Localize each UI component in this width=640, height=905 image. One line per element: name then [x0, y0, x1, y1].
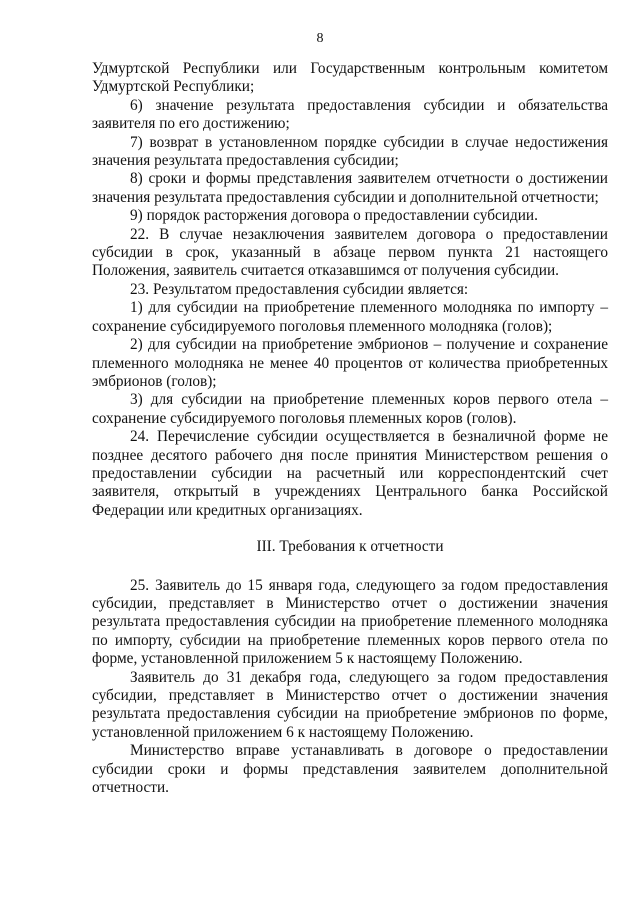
section-heading: III. Требования к отчетности	[256, 538, 444, 556]
paragraph-25: 25. Заявитель до 15 января года, следующего за годом предоставления субсидии, представляет в Министерство отчет о достижении значения результата предоставления субсидии на приобретение племенного молодняка по импорту, субсидии на приобретение племенных коров первого отела по форме, установленной приложением 5 к настоящему Положению.	[92, 576, 608, 668]
paragraph-24: 24. Перечисление субсидии осуществляется в безналичной форме не позднее десятого рабочего дня после принятия Министерством решения о предоставлении субсидии на расчетный или корреспондентский счет заявителя, открытый в учреждениях Центрального банка Российской Федерации или кредитных организациях.	[92, 428, 608, 519]
document-body	[92, 60, 608, 797]
list-item-9: 9) порядок расторжения договора о предоставлении субсидии.	[130, 207, 538, 225]
result-item-1: 1) для субсидии на приобретение племенного молодняка по импорту – сохранение субсидируемого поголовья племенного молодняка (голов);	[92, 299, 608, 335]
paragraph-additional-reporting: Министерство вправе устанавливать в договоре о предоставлении субсидии сроки и формы представления заявителем дополнительной отчетности.	[92, 742, 608, 797]
result-item-3: 3) для субсидии на приобретение племенных коров первого отела – сохранение субсидируемого поголовья племенных коров (голов).	[92, 391, 608, 427]
result-item-2: 2) для субсидии на приобретение эмбрионов – получение и сохранение племенного молодняка не менее 40 процентов от количества приобретенных эмбрионов (голов);	[92, 336, 608, 390]
list-item-8: 8) сроки и формы представления заявителем отчетности о достижении значения результата предоставления субсидии и дополнительной отчетности;	[92, 170, 608, 206]
page-number: 8	[316, 31, 324, 46]
paragraph-25-reporting-embryos: Заявитель до 31 декабря года, следующего за годом предоставления субсидии, представляет в Министерство отчет о достижении значения результата предоставления субсидии на приобретение эмбрионов по форме, установленной приложением 6 к настоящему Положению.	[92, 668, 608, 741]
paragraph-22: 22. В случае незаключения заявителем договора о предоставлении субсидии в срок, указанный в абзаце первом пункта 21 настоящего Положения, заявитель считается отказавшимся от получения субсидии.	[92, 225, 608, 280]
list-item-7: 7) возврат в установленном порядке субсидии в случае недостижения значения результата предоставления субсидии;	[92, 133, 608, 170]
paragraph-continuation: Удмуртской Республики или Государственным контрольным комитетом Удмуртской Республики;	[92, 60, 608, 96]
paragraph-23: 23. Результатом предоставления субсидии является:	[130, 280, 469, 298]
list-item-6: 6) значение результата предоставления субсидии и обязательства заявителя по его достижению;	[92, 96, 608, 133]
